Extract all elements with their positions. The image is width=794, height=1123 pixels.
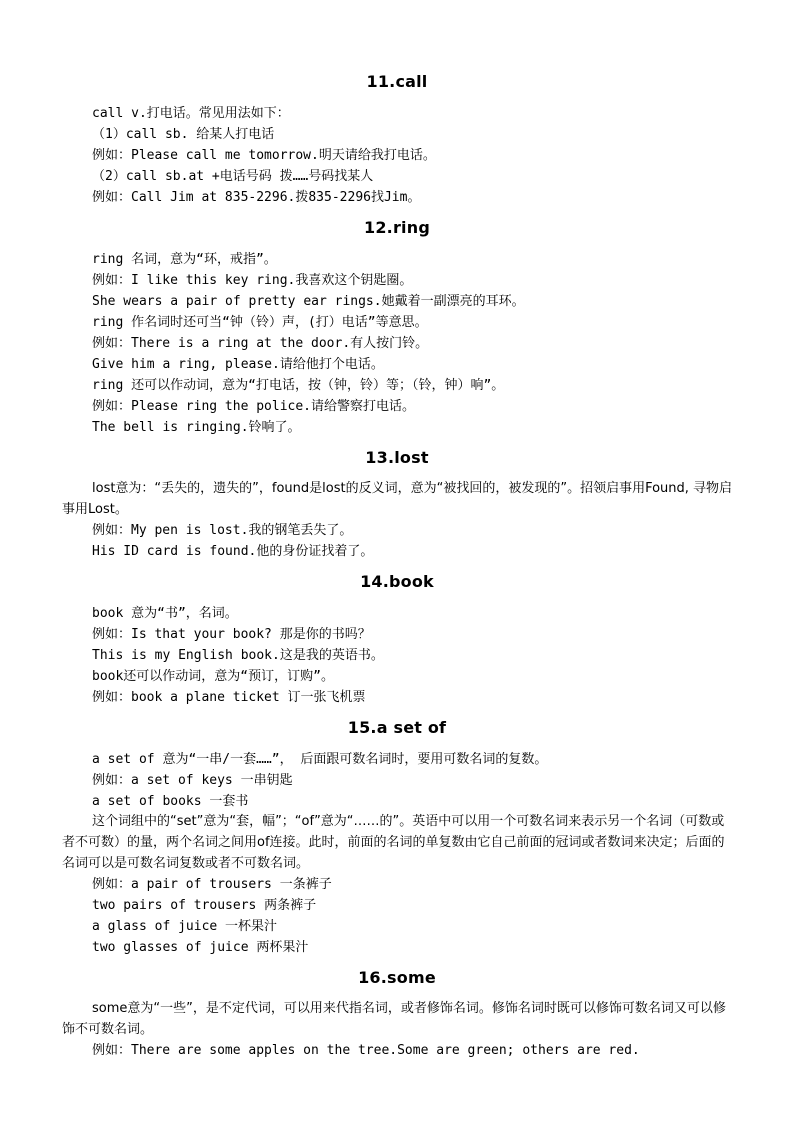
s16-paragraph: some意为“一些”，是不定代词，可以用来代指名词，或者修饰名词。修饰名词时既可以修饰可数名词又可以修饰不可数名词。 — [62, 1001, 726, 1037]
s11-line-2: （1）call sb. 给某人打电话 — [92, 127, 275, 142]
s12-line-5: 例如：There is a ring at the door.有人按门铃。 — [92, 336, 429, 351]
s14-line-3: This is my English book.这是我的英语书。 — [92, 648, 384, 663]
section-heading-12: 12.ring — [364, 218, 430, 237]
s11-line-4: （2）call sb.at +电话号码 拨……号码找某人 — [92, 169, 374, 184]
s15-line-b1: 例如：a pair of trousers 一条裤子 — [92, 877, 332, 892]
s15-line-b4: two glasses of juice 两杯果汁 — [92, 940, 309, 955]
s12-line-9: The bell is ringing.铃响了。 — [92, 420, 301, 435]
s14-line-1: book 意为“书”，名词。 — [92, 606, 238, 621]
section-heading-13: 13.lost — [365, 448, 429, 467]
s11-line-3: 例如：Please call me tomorrow.明天请给我打电话。 — [92, 148, 436, 163]
s15-line-a3: a set of books 一套书 — [92, 794, 249, 809]
s15-paragraph: 这个词组中的“set”意为“套，幅”；“of”意为“……的”。英语中可以用一个可数名词来表示另一个名词（可数或者不可数）的量，两个名词之间用of连接。此时，前面的名词的单复数由它自己前面的冠词或者数词来决定；后面的名词可以是可数名词复数或者不可数名词。 — [62, 814, 725, 871]
s12-line-1: ring 名词，意为“环，戒指”。 — [92, 252, 277, 267]
s13-line-1: 例如：My pen is lost.我的钢笔丢失了。 — [92, 523, 353, 538]
s12-line-4: ring 作名词时还可当“钟（铃）声，(打）电话”等意思。 — [92, 315, 428, 330]
s14-line-5: 例如：book a plane ticket 订一张飞机票 — [92, 690, 366, 705]
s11-line-5: 例如：Call Jim at 835-2296.拨835-2296找Jim。 — [92, 190, 421, 205]
s13-paragraph: lost意为：“丢失的，遗失的”，found是lost的反义词，意为“被找回的，被发现的”。招领启事用Found, 寻物启事用Lost。 — [62, 481, 733, 517]
s11-line-1: call v.打电话。常见用法如下： — [92, 106, 290, 121]
s12-line-2: 例如：I like this key ring.我喜欢这个钥匙圈。 — [92, 273, 413, 288]
section-heading-15: 15.a set of — [347, 718, 447, 737]
s15-line-a1: a set of 意为“一串/一套……”， 后面跟可数名词时，要用可数名词的复数。 — [92, 752, 548, 767]
section-heading-16: 16.some — [358, 968, 436, 987]
s12-line-3: She wears a pair of pretty ear rings.她戴着一副漂亮的耳环。 — [92, 294, 525, 309]
s12-line-6: Give him a ring, please.请给他打个电话。 — [92, 357, 384, 372]
s15-line-b3: a glass of juice 一杯果汁 — [92, 919, 278, 934]
s14-line-2: 例如：Is that your book? 那是你的书吗？ — [92, 627, 371, 642]
s12-line-7: ring 还可以作动词，意为“打电话，按（钟，铃）等；（铃，钟）响”。 — [92, 378, 505, 393]
section-heading-11: 11.call — [366, 72, 428, 91]
s12-line-8: 例如：Please ring the police.请给警察打电话。 — [92, 399, 416, 414]
s15-line-a2: 例如：a set of keys 一串钥匙 — [92, 773, 293, 788]
s14-line-4: book还可以作动词，意为“预订，订购”。 — [92, 669, 334, 684]
section-heading-14: 14.book — [360, 572, 434, 591]
s16-line-1: 例如：There are some apples on the tree.Some are green; others are red. — [92, 1043, 640, 1058]
s15-line-b2: two pairs of trousers 两条裤子 — [92, 898, 317, 913]
s13-line-2: His ID card is found.他的身份证找着了。 — [92, 544, 374, 559]
